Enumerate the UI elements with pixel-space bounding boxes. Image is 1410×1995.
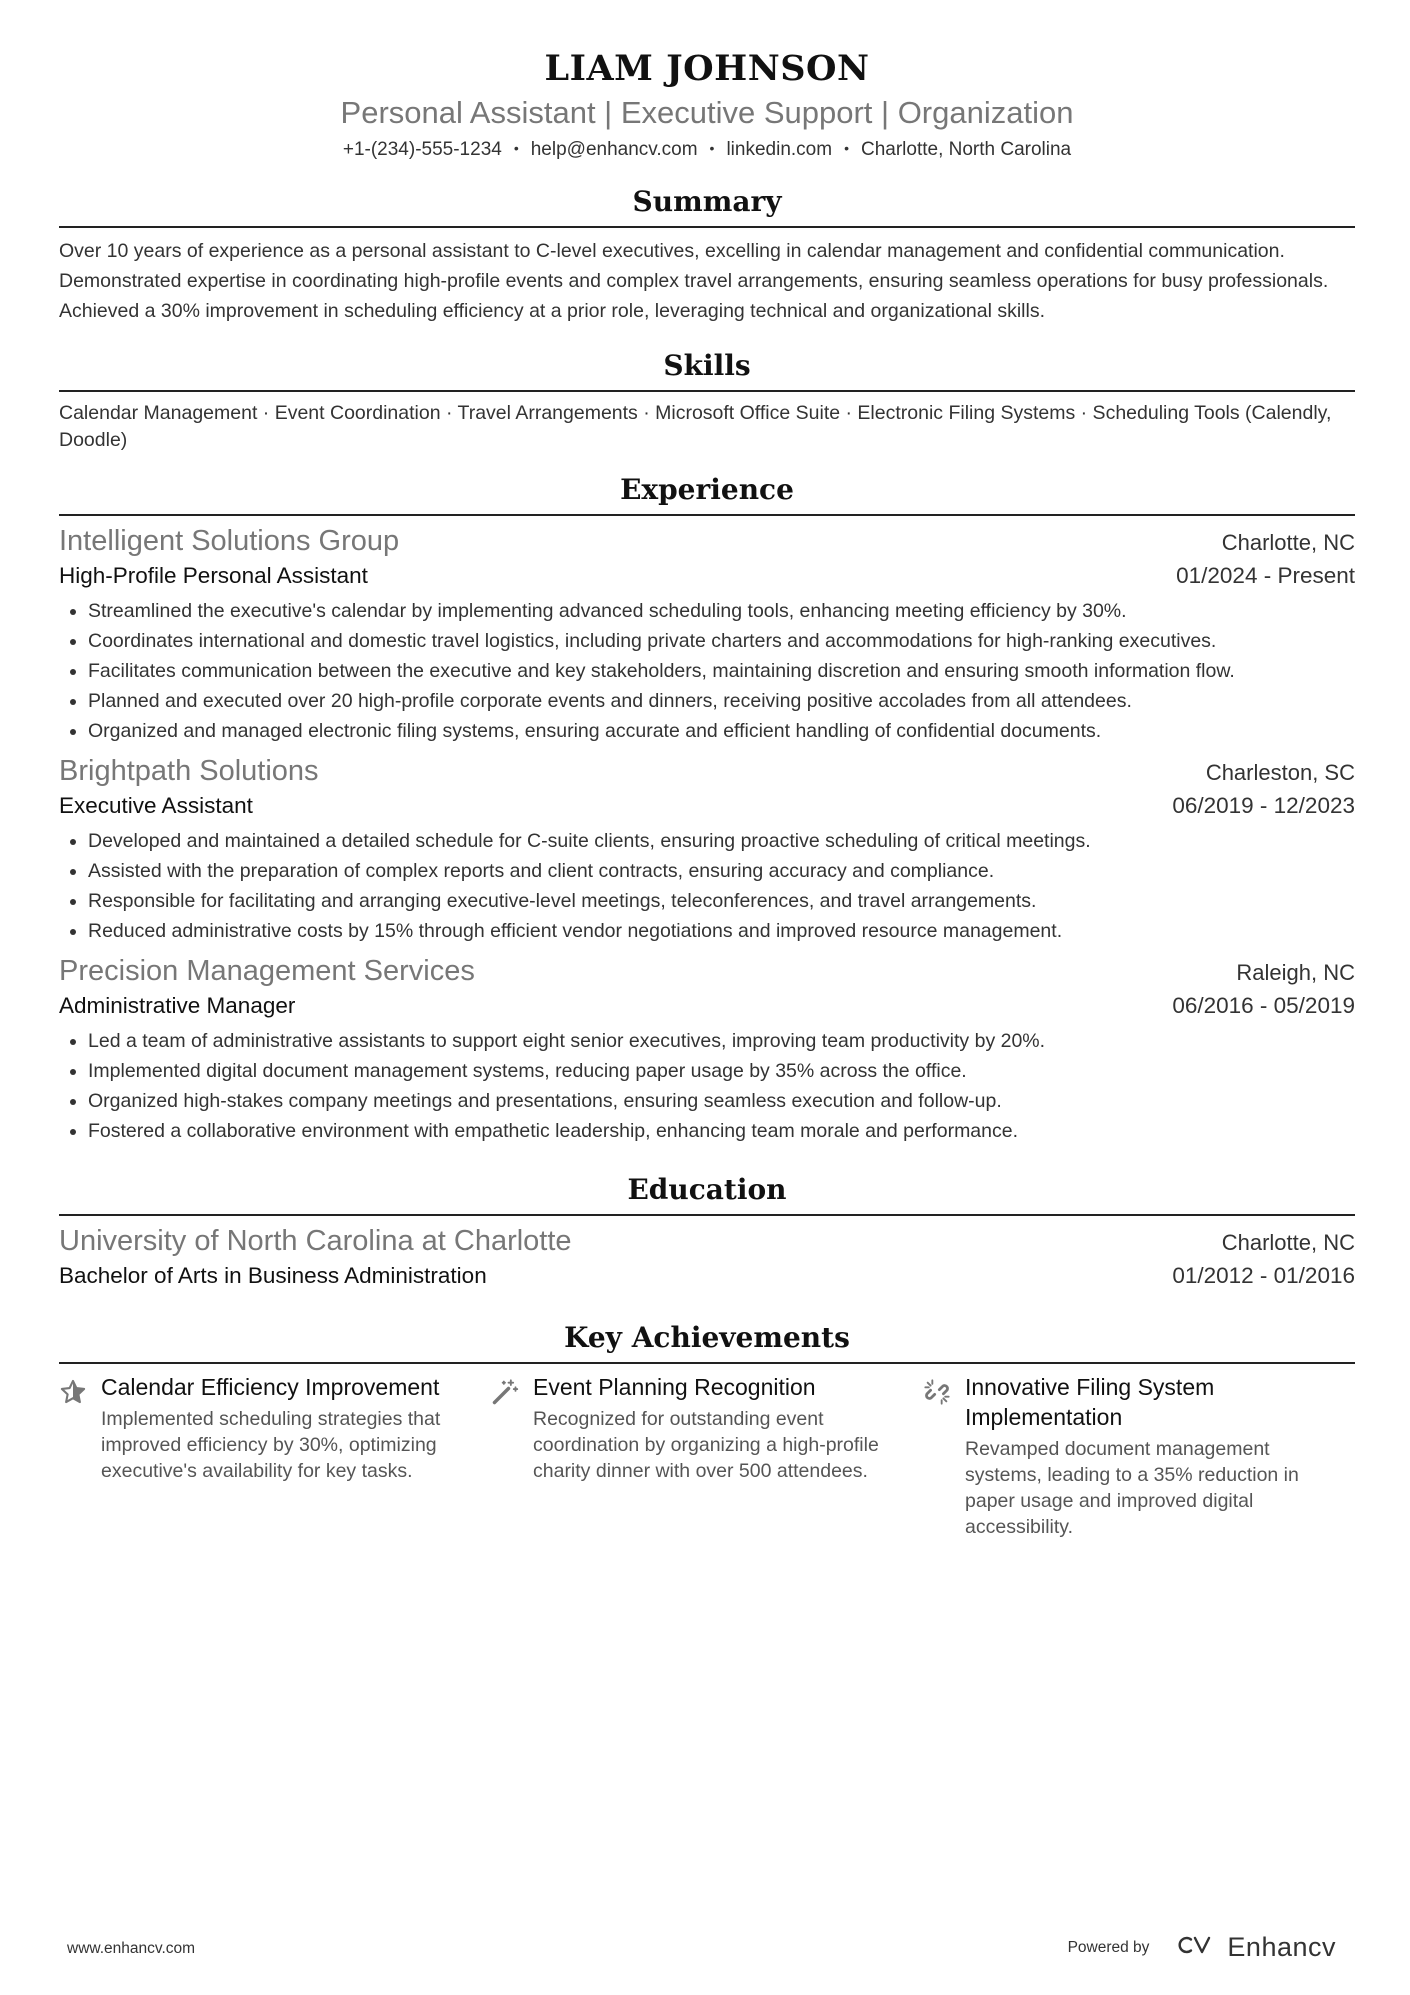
separator-dot: • xyxy=(513,140,519,156)
enhancv-logo-icon xyxy=(1175,1933,1219,1962)
email[interactable]: help@enhancv.com xyxy=(530,139,698,160)
job-dates: 06/2019 - 12/2023 xyxy=(1172,793,1355,818)
job-entry xyxy=(59,522,1355,746)
magic-wand-icon xyxy=(491,1372,533,1540)
company-name: Precision Management Services xyxy=(59,955,475,987)
education-heading: Education xyxy=(59,1170,1355,1216)
achievements-grid xyxy=(59,1372,1355,1540)
summary-text: Over 10 years of experience as a personal assistant to C-level executives, excelling in calendar management and confidential communication. Demonstrated expertise in coordinating high-profile events and complex travel arrangements, ensuring seamless operations for busy professionals. Achieved a 30% improvement in scheduling efficiency at a prior role, leveraging technical and organizational skills. xyxy=(59,240,1329,322)
bullet-item: • Facilitates communication between the executive and key stakeholders, maintaining discretion and ensuring smooth information flow. xyxy=(88,656,1355,686)
summary-section xyxy=(59,182,1355,326)
job-title: Administrative Manager xyxy=(59,993,296,1018)
footer-branding xyxy=(1068,1932,1336,1963)
bullet-item: • Fostered a collaborative environment with empathetic leadership, enhancing team morale and performance. xyxy=(88,1116,1355,1146)
location: Charlotte, North Carolina xyxy=(860,139,1072,160)
education-section xyxy=(59,1170,1355,1292)
bullet-item: • Implemented digital document management systems, reducing paper usage by 35% across the office. xyxy=(88,1056,1355,1086)
experience-section xyxy=(59,470,1355,1146)
achievement-desc: Revamped document management systems, leading to a 35% reduction in paper usage and improved digital accessibility. xyxy=(965,1438,1299,1538)
achievement-desc: Recognized for outstanding event coordination by organizing a high-profile charity dinner with over 500 attendees. xyxy=(533,1408,879,1482)
achievements-section xyxy=(59,1318,1355,1540)
separator-dot: • xyxy=(844,140,849,156)
job-dates: 01/2024 - Present xyxy=(1176,563,1355,588)
degree: Bachelor of Arts in Business Administration xyxy=(59,1263,487,1288)
bullet-item: • Responsible for facilitating and arranging executive-level meetings, teleconferences, and travel arrangements. xyxy=(88,886,1355,916)
company-name: Brightpath Solutions xyxy=(59,755,319,787)
achievement-title: Calendar Efficiency Improvement xyxy=(101,1374,440,1400)
bullet-item: • Organized high-stakes company meetings and presentations, ensuring seamless execution and follow-up. xyxy=(88,1086,1355,1116)
candidate-name: LIAM JOHNSON xyxy=(544,48,870,89)
resume-content xyxy=(59,46,1355,1540)
job-title: Executive Assistant xyxy=(59,793,253,818)
achievements-heading: Key Achievements xyxy=(59,1318,1355,1364)
contact-line xyxy=(59,134,1355,164)
job-bullets xyxy=(59,826,1355,946)
bullet-item: • Assisted with the preparation of complex reports and client contracts, ensuring accuracy and compliance. xyxy=(88,856,1355,886)
bullet-item: • Coordinates international and domestic travel logistics, including private charters and accommodations for high-ranking executives. xyxy=(88,626,1355,656)
achievement-item xyxy=(923,1372,1355,1540)
bullet-item: • Organized and managed electronic filing systems, ensuring accurate and efficient handling of confidential documents. xyxy=(88,716,1355,746)
achievement-item xyxy=(491,1372,923,1540)
achievement-title: Innovative Filing System Implementation xyxy=(965,1374,1215,1430)
separator-dot: • xyxy=(709,140,715,156)
bullet-item: • Reduced administrative costs by 15% through efficient vendor negotiations and improved resource management. xyxy=(88,916,1355,946)
achievement-desc: Implemented scheduling strategies that improved efficiency by 30%, optimizing executive's availability for key tasks. xyxy=(101,1408,441,1482)
job-entry xyxy=(59,952,1355,1146)
school-name: University of North Carolina at Charlotte xyxy=(59,1225,572,1257)
bullet-item: • Developed and maintained a detailed schedule for C-suite clients, ensuring proactive scheduling of critical meetings. xyxy=(88,826,1355,856)
job-location: Charlotte, NC xyxy=(1221,530,1355,555)
job-bullets xyxy=(59,596,1355,746)
powered-by-label: Powered by xyxy=(1067,1938,1150,1956)
phone: +1-(234)-555-1234 xyxy=(342,139,502,160)
achievement-title: Event Planning Recognition xyxy=(533,1374,816,1400)
broken-link-icon xyxy=(923,1372,965,1540)
job-bullets xyxy=(59,1026,1355,1146)
job-location: Charleston, SC xyxy=(1205,760,1355,785)
job-dates: 06/2016 - 05/2019 xyxy=(1172,993,1355,1018)
bullet-item: • Streamlined the executive's calendar by implementing advanced scheduling tools, enhancing meeting efficiency by 30%. xyxy=(88,596,1355,626)
experience-heading: Experience xyxy=(59,470,1355,516)
brand-name[interactable]: Enhancv xyxy=(1227,1932,1336,1962)
bullet-item: • Planned and executed over 20 high-profile corporate events and dinners, receiving positive accolades from all attendees. xyxy=(88,686,1355,716)
job-location: Raleigh, NC xyxy=(1236,960,1355,985)
skills-list: Calendar Management · Event Coordination · Travel Arrangements · Microsoft Office Suite · Electronic Filing Systems · Scheduling Tools (Calendly, Doodle) xyxy=(59,402,1332,451)
summary-heading: Summary xyxy=(59,182,1355,228)
linkedin-link[interactable]: linkedin.com xyxy=(726,139,833,160)
candidate-title: Personal Assistant | Executive Support | Organization xyxy=(340,95,1074,130)
school-location: Charlotte, NC xyxy=(1221,1230,1355,1255)
education-entry xyxy=(59,1222,1355,1292)
job-title: High-Profile Personal Assistant xyxy=(59,563,368,588)
company-name: Intelligent Solutions Group xyxy=(59,525,400,557)
bullet-item: • Led a team of administrative assistants to support eight senior executives, improving team productivity by 20%. xyxy=(88,1026,1355,1056)
skills-section xyxy=(59,346,1355,454)
education-dates: 01/2012 - 01/2016 xyxy=(1172,1263,1355,1288)
star-icon xyxy=(59,1372,101,1540)
job-entry xyxy=(59,752,1355,946)
footer-website[interactable]: www.enhancv.com xyxy=(67,1940,196,1957)
achievement-item xyxy=(59,1372,491,1540)
skills-heading: Skills xyxy=(59,346,1355,392)
